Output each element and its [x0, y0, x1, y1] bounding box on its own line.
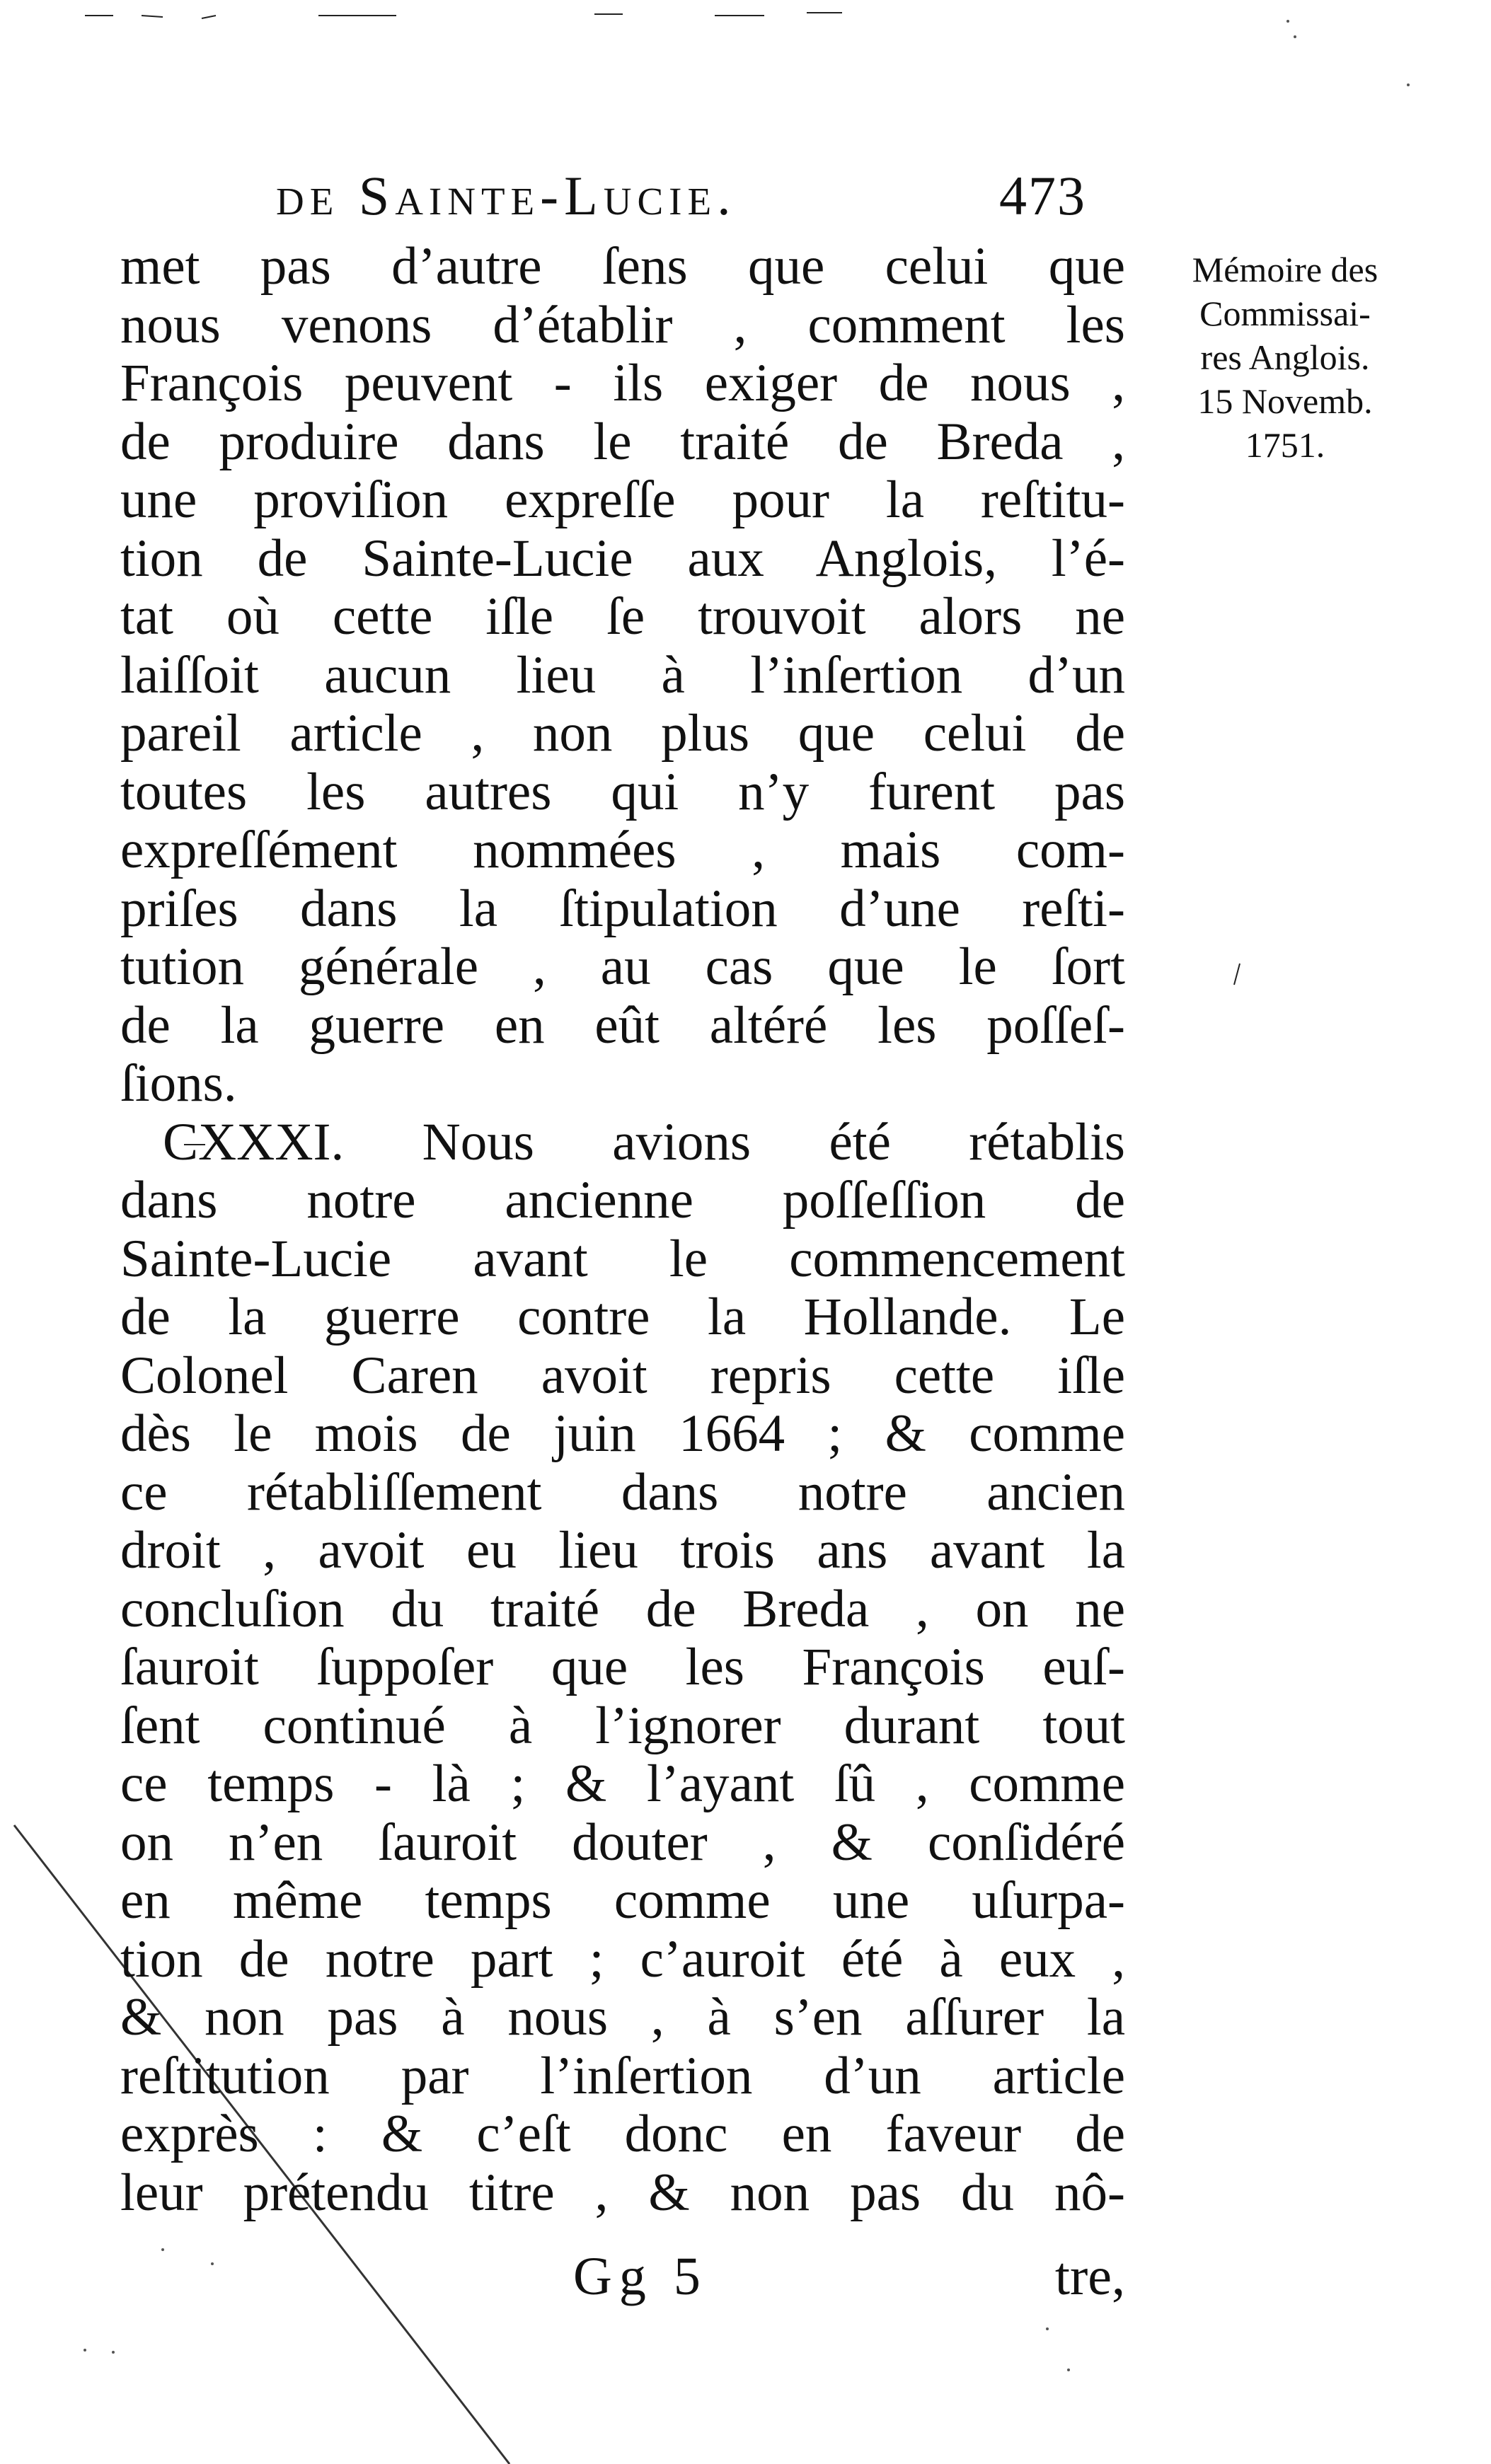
text-line: tion de Sainte-Lucie aux Anglois, l’é-	[120, 528, 1125, 588]
text-line: priſes dans la ſtipulation d’une reſti-	[120, 879, 1125, 938]
text-line: nous venons d’établir , comment les	[120, 295, 1125, 354]
text-line: ſent continué à l’ignorer durant tout	[120, 1696, 1125, 1755]
scan-artifact-margin-tick	[1234, 964, 1240, 985]
margin-note-line: res Anglois.	[1200, 337, 1370, 377]
text-line: Sainte-Lucie avant le commencement	[120, 1229, 1125, 1288]
text-line: expreſſément nommées , mais com-	[120, 821, 1125, 879]
text-line: tution générale , au cas que le ſort	[120, 937, 1125, 996]
text-line: en même temps comme une uſurpa-	[120, 1871, 1125, 1930]
margin-note-line: 15 Novemb.	[1197, 381, 1373, 421]
text-line: François peuvent - ils exiger de nous ,	[120, 354, 1125, 412]
scan-artifact-dot	[84, 2349, 86, 2352]
margin-note-line: Commissai-	[1199, 294, 1371, 333]
page-number: 473	[999, 165, 1086, 226]
scan-artifact-dot	[1407, 83, 1410, 86]
text-line: exprès : & c’eſt donc en faveur de	[120, 2105, 1125, 2163]
text-line: une proviſion expreſſe pour la reſtitu-	[120, 470, 1125, 529]
margin-note-line: Mémoire des	[1192, 250, 1378, 289]
text-line: laiſſoit aucun lieu à l’inſertion d’un	[120, 645, 1125, 705]
text-line: Colonel Caren avoit repris cette iſle	[120, 1346, 1125, 1405]
scan-artifact-dot	[1067, 2368, 1070, 2371]
text-line: ſauroit ſuppoſer que les François euſ-	[120, 1638, 1125, 1696]
text-line: tion de notre part ; c’auroit été à eux ,	[120, 1929, 1125, 1989]
signature-line	[120, 2241, 1125, 2312]
running-head	[276, 157, 1125, 235]
text-line: de la guerre en eût altéré les poſſeſ-	[120, 995, 1125, 1055]
scan-artifact-top-mark	[142, 16, 163, 17]
text-line: tat où cette iſle ſe trouvoit alors ne	[120, 587, 1125, 646]
text-line: on n’en ſauroit douter , & conſidéré	[120, 1812, 1125, 1872]
scan-artifact-dot	[112, 2351, 115, 2354]
text-line: dès le mois de juin 1664 ; & comme	[120, 1404, 1125, 1463]
text-line: leur prétendu titre , & non pas du nô-	[120, 2163, 1125, 2222]
text-line: dans notre ancienne poſſeſſion de	[120, 1171, 1125, 1230]
margin-note-line: 1751.	[1245, 425, 1325, 465]
text-line: & non pas à nous , à s’en aſſurer la	[120, 1988, 1125, 2047]
scan-artifact-dot	[1294, 35, 1296, 38]
text-line: reſtitution par l’inſertion d’un article	[120, 2046, 1125, 2105]
text-line: toutes les autres qui n’y furent pas	[120, 762, 1125, 821]
text-line: de la guerre contre la Hollande. Le	[120, 1288, 1125, 1346]
scan-artifact-dot	[1286, 20, 1289, 23]
margin-note	[1179, 249, 1391, 468]
text-line: ce temps - là ; & l’ayant ſû , comme	[120, 1754, 1125, 1813]
text-line: met pas d’autre ſens que celui que	[120, 237, 1125, 296]
catchword: tre,	[1054, 2247, 1125, 2306]
text-line: de produire dans le traité de Breda ,	[120, 412, 1125, 471]
running-title: de Sainte-Lucie.	[276, 165, 737, 226]
section-start-line: CXXXI. Nous avions été rétablis	[163, 1112, 1125, 1172]
text-line: droit , avoit eu lieu trois ans avant la	[120, 1521, 1125, 1580]
text-line: pareil article , non plus que celui de	[120, 704, 1125, 763]
signature-mark: Gg 5	[573, 2247, 708, 2306]
text-line: ſions.	[120, 1054, 237, 1113]
scan-artifact-top-mark	[202, 16, 216, 18]
body-text	[120, 238, 1125, 2222]
scan-artifact-dot	[1046, 2327, 1049, 2330]
text-line: concluſion du traité de Breda , on ne	[120, 1579, 1125, 1638]
text-line: ce rétabliſſement dans notre ancien	[120, 1462, 1125, 1522]
